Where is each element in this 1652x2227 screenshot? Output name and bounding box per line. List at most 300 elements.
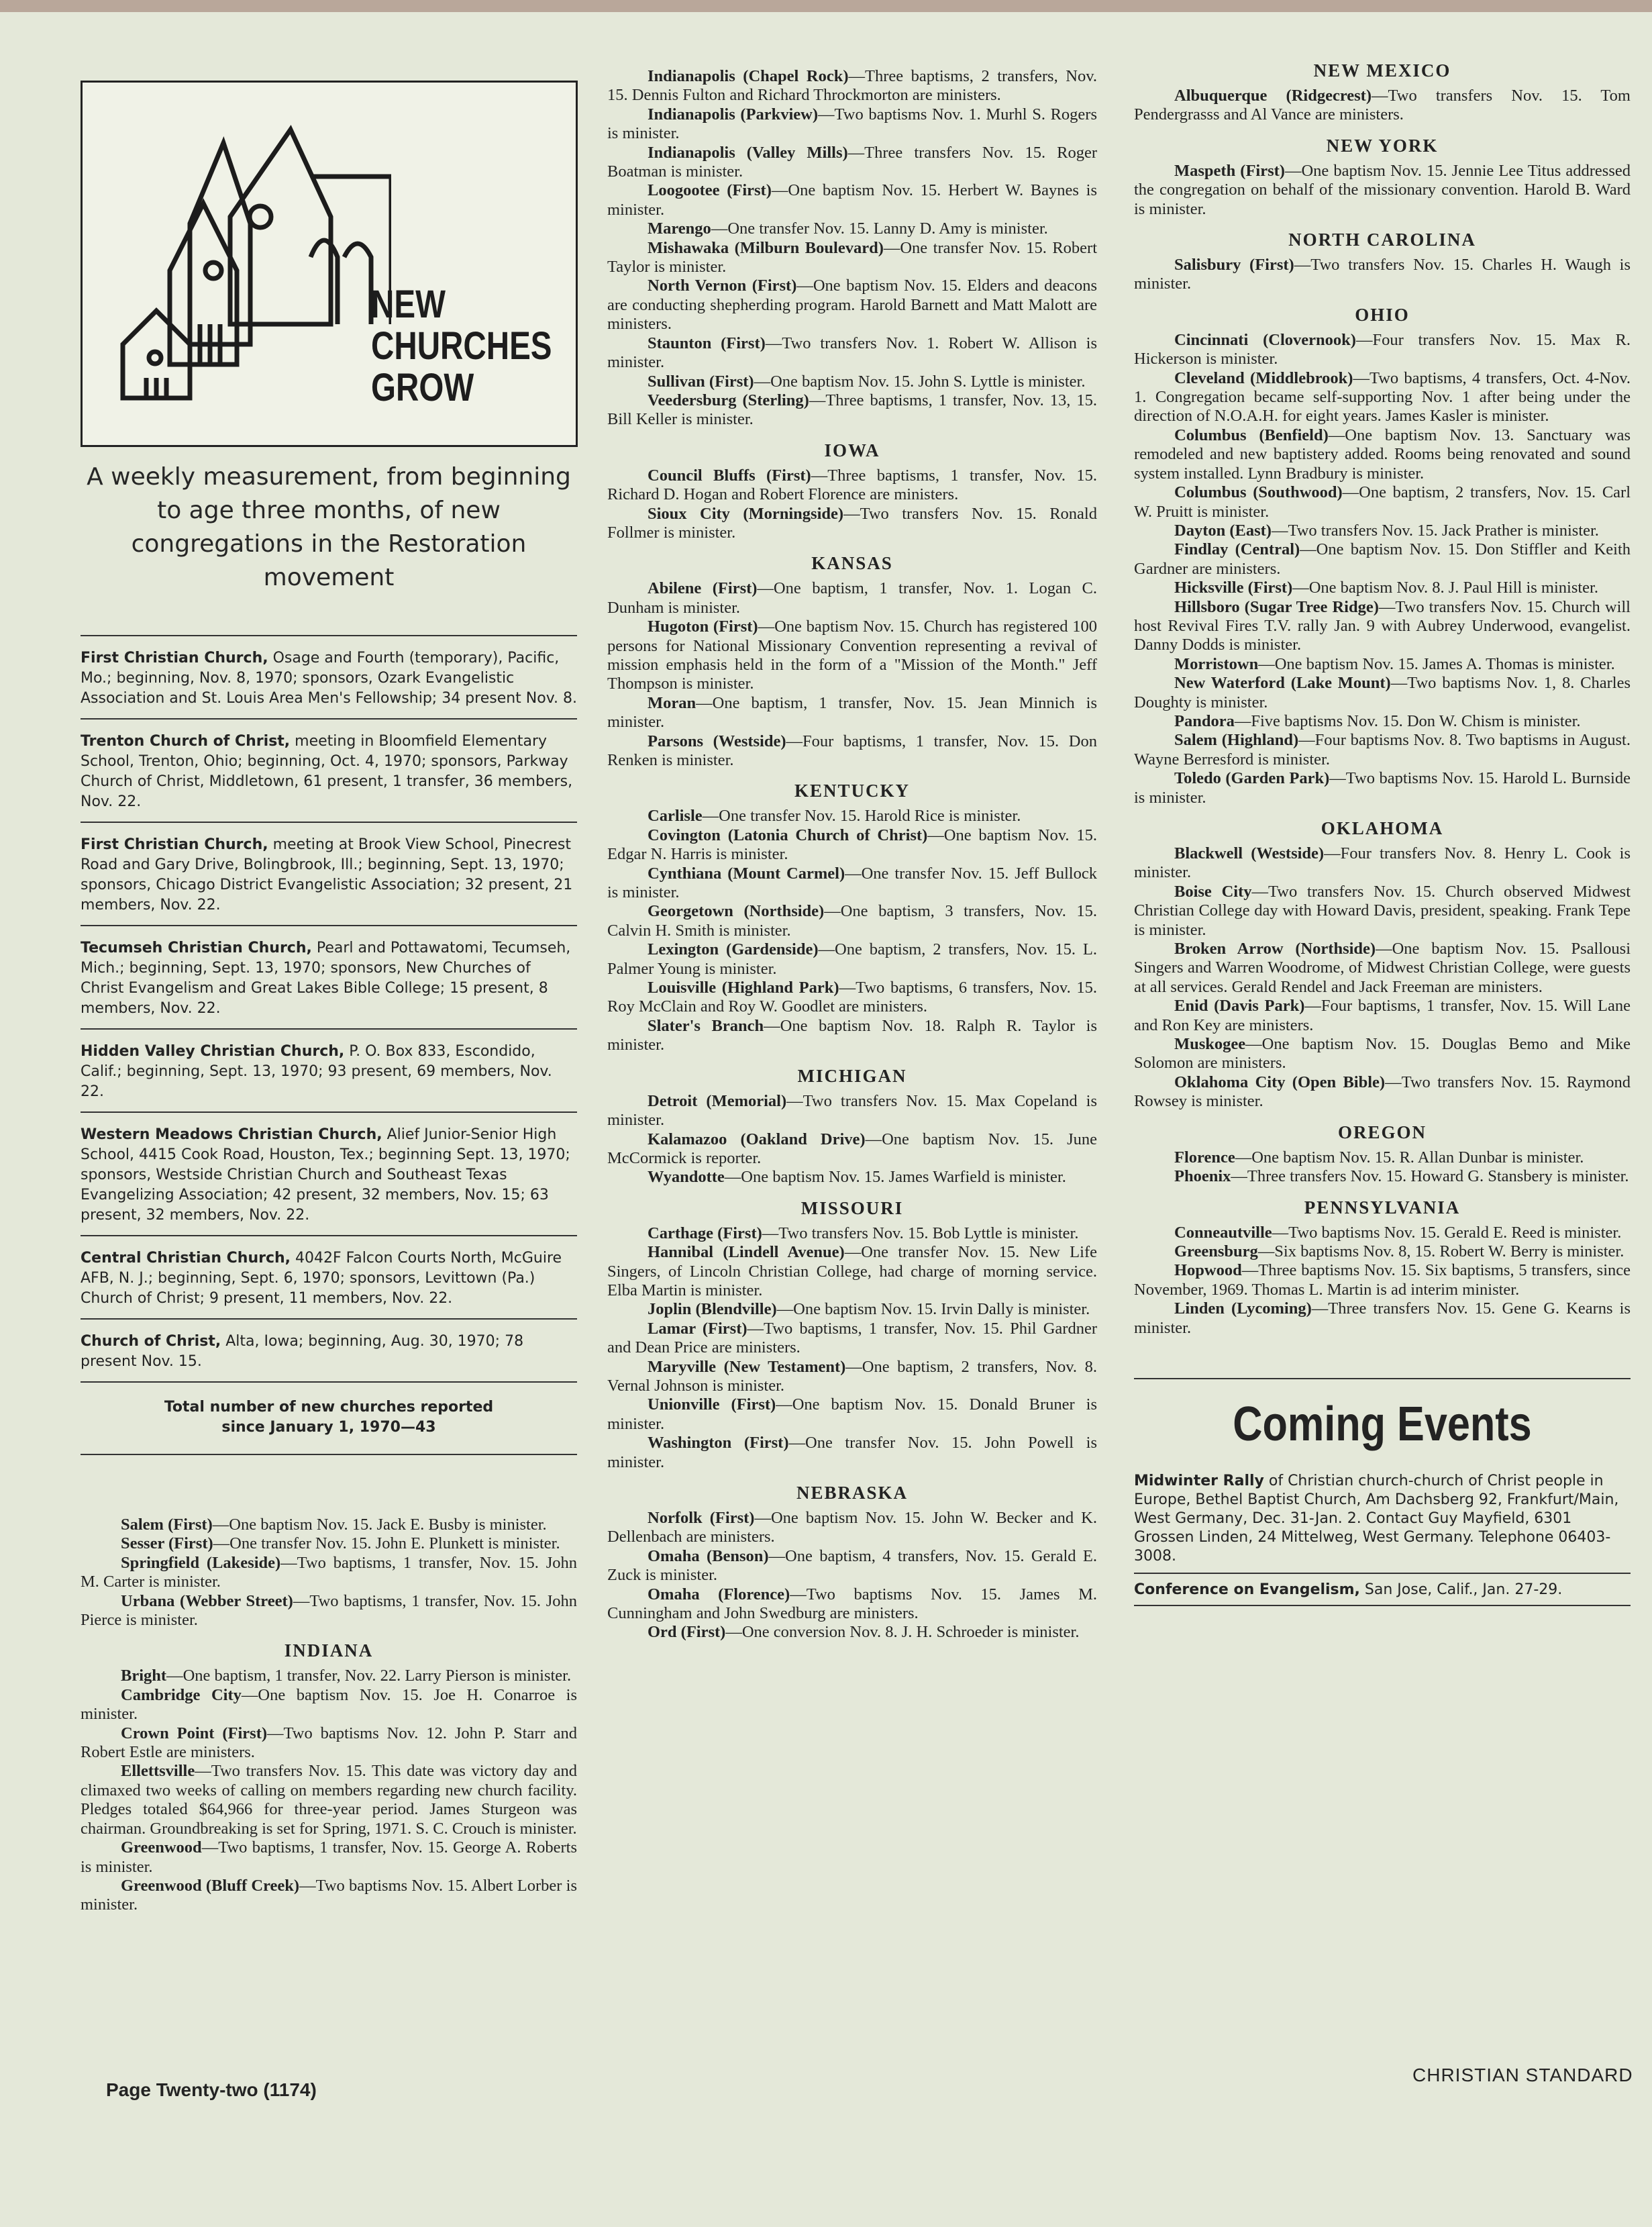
logo-line-3: GROW	[371, 366, 474, 409]
report-location: Ord (First)	[648, 1623, 726, 1642]
report-entry	[81, 1516, 577, 1534]
report-location: Sesser (First)	[121, 1534, 213, 1553]
report-text: —One baptism Nov. 15. Douglas Bemo and Mike Solomon are ministers.	[1134, 1035, 1631, 1073]
report-entry	[1134, 1299, 1631, 1338]
report-text: —Two transfers Nov. 1. Robert W. Allison is minister.	[607, 334, 1097, 372]
event-details: San Jose, Calif., Jan. 27-29.	[1359, 1581, 1563, 1598]
report-entry	[607, 1130, 1097, 1169]
report-entry	[1134, 1242, 1631, 1261]
report-text: —Two transfers Nov. 15. Church observed Midwest Christian College day with Howard Davis, president, speaking. Frank Tepe is minister.	[1134, 882, 1631, 939]
report-entry	[607, 277, 1097, 334]
report-entry	[81, 1534, 577, 1553]
report-entry	[607, 105, 1097, 144]
new-church-entry	[81, 1111, 577, 1235]
total-line-1: Total number of new churches reported	[164, 1399, 494, 1416]
report-text: —One transfer Nov. 15. Robert Taylor is minister.	[607, 238, 1097, 277]
report-text: —Three transfers Nov. 15. Howard G. Stansbery is minister.	[1231, 1167, 1629, 1186]
report-location: Bright	[121, 1667, 167, 1685]
report-entry	[607, 1395, 1097, 1434]
report-location: Covington (Latonia Church of Christ)	[648, 826, 928, 844]
page-number: Page Twenty-two (1174)	[106, 2079, 317, 2100]
report-location: Marengo	[648, 219, 711, 238]
report-list	[607, 579, 1097, 770]
report-entry	[607, 902, 1097, 940]
report-text: —One transfer Nov. 15. Harold Rice is minister.	[702, 807, 1021, 826]
report-location: Phoenix	[1174, 1167, 1231, 1186]
state-heading: NEBRASKA	[796, 1483, 909, 1503]
report-list	[607, 67, 1097, 430]
report-location: Omaha (Benson)	[648, 1546, 769, 1565]
report-location: Wyandotte	[648, 1168, 725, 1187]
report-entry	[1134, 540, 1631, 579]
report-text: —Three baptisms, 1 transfer, Nov. 13, 15. Bill Keller is minister.	[607, 391, 1097, 429]
event-name: Conference on Evangelism,	[1134, 1581, 1360, 1598]
church-name: Western Meadows Christian Church,	[81, 1126, 382, 1143]
report-location: Detroit (Memorial)	[648, 1091, 787, 1110]
church-details: meeting at Brook View School, Pinecrest Road and Gary Drive, Bolingbrook, Ill.; beginning, Sept. 13, 1970; sponsors, Chicago District Evangelistic Association; 32 present, 21 members, Nov. 22.	[81, 836, 573, 913]
report-text: —One transfer Nov. 15. New Life Singers, of Lincoln Christian College, had charge of morning service. Elba Martin is minister.	[607, 1243, 1097, 1299]
report-list	[81, 1516, 577, 1630]
report-location: Louisville (Highland Park)	[648, 979, 839, 997]
report-location: Broken Arrow (Northside)	[1174, 940, 1376, 958]
report-list	[1134, 331, 1631, 807]
event-item	[1134, 1574, 1631, 1606]
state-heading: KENTUCKY	[794, 781, 910, 801]
report-text: —Two transfers Nov. 15. Bob Lyttle is minister.	[762, 1224, 1079, 1242]
report-list	[81, 1667, 577, 1914]
report-text: —One transfer Nov. 15. Jeff Bullock is minister.	[607, 864, 1097, 902]
report-location: Enid (Davis Park)	[1174, 997, 1305, 1016]
state-heading: PENNSYLVANIA	[1304, 1197, 1461, 1218]
report-entry	[1134, 940, 1631, 997]
church-details: Osage and Fourth (temporary), Pacific, Mo.; beginning, Nov. 8, 1970; sponsors, Ozark Evangelistic Association and St. Louis Area Men's Fellowship; 34 present Nov. 8.	[81, 650, 578, 707]
report-text: —Four transfers Nov. 15. Max R. Hickerson is minister.	[1134, 330, 1631, 368]
report-location: Norfolk (First)	[648, 1509, 755, 1527]
report-entry	[1134, 162, 1631, 219]
report-entry	[607, 67, 1097, 105]
church-name: Trenton Church of Christ,	[81, 733, 291, 750]
report-list	[607, 1092, 1097, 1187]
report-text: —Two baptisms Nov. 15. Albert Lorber is minister.	[81, 1876, 577, 1914]
report-entry	[607, 334, 1097, 373]
column-1	[81, 81, 577, 1915]
report-text: —Three baptisms, 2 transfers, Nov. 15. Dennis Fulton and Richard Throckmorton are ministers.	[607, 67, 1097, 105]
event-name: Midwinter Rally	[1134, 1472, 1264, 1489]
state-heading: NEW MEXICO	[1313, 60, 1451, 81]
report-text: —Four transfers Nov. 8. Henry L. Cook is minister.	[1134, 844, 1631, 882]
report-entry	[81, 1554, 577, 1592]
report-location: Boise City	[1174, 882, 1252, 901]
report-entry	[1134, 1224, 1631, 1242]
logo-box	[81, 81, 578, 447]
report-text: —Four baptisms, 1 transfer, Nov. 15. Don Renken is minister.	[607, 732, 1097, 769]
report-entry	[1134, 655, 1631, 674]
report-entry	[607, 732, 1097, 771]
report-location: New Waterford (Lake Mount)	[1174, 674, 1391, 693]
report-text: —Two transfers Nov. 15. Jack Prather is minister.	[1271, 521, 1599, 540]
report-text: —Two transfers Nov. 15. Max Copeland is minister.	[607, 1091, 1097, 1130]
new-church-entry	[81, 1028, 577, 1111]
report-location: Conneautville	[1174, 1223, 1272, 1242]
report-entry	[1134, 997, 1631, 1035]
report-entry	[81, 1592, 577, 1630]
report-list	[607, 1224, 1097, 1472]
report-entry	[1134, 731, 1631, 769]
report-entry	[607, 1585, 1097, 1624]
report-text: —One baptism Nov. 15. Edgar N. Harris is minister.	[607, 826, 1098, 864]
report-text: —Two transfers Nov. 15. Charles H. Waugh is minister.	[1134, 256, 1631, 293]
report-entry	[607, 1623, 1097, 1642]
report-text: —One baptism, 1 transfer, Nov. 15. Jean Minnich is minister.	[607, 693, 1097, 732]
report-entry	[81, 1877, 577, 1915]
report-location: Muskogee	[1174, 1035, 1246, 1054]
report-location: Cynthiana (Mount Carmel)	[648, 864, 845, 883]
report-entry	[607, 1547, 1097, 1585]
report-location: Hicksville (First)	[1174, 579, 1293, 597]
report-text: —One transfer Nov. 15. Lanny D. Amy is minister.	[711, 219, 1048, 238]
report-text: —Three transfers Nov. 15. Gene G. Kearns is minister.	[1134, 1299, 1631, 1337]
report-location: Slater's Branch	[648, 1016, 764, 1035]
report-entry	[607, 239, 1097, 277]
logo-line-1: NEW	[371, 283, 446, 326]
report-entry	[607, 864, 1097, 903]
logo-line-2: CHURCHES	[371, 324, 552, 368]
new-church-entry	[81, 1235, 577, 1318]
report-entry	[1134, 426, 1631, 483]
state-heading: NEW YORK	[1326, 135, 1439, 156]
report-entry	[607, 1224, 1097, 1243]
report-text: —One baptism Nov. 15. Herbert W. Baynes is minister.	[607, 181, 1097, 219]
report-text: —One baptism Nov. 15. Church has registered 100 persons for National Missionary Convention representing a revival of mission emphasis held in the form of a "Mission of the Month." Jeff Thompson is minister.	[607, 617, 1097, 693]
report-list	[607, 1509, 1097, 1642]
report-text: —Six baptisms Nov. 8, 15. Robert W. Berry is minister.	[1257, 1242, 1624, 1260]
state-heading: NORTH CAROLINA	[1288, 230, 1476, 250]
report-list	[1134, 256, 1631, 294]
report-location: Sioux City (Morningside)	[648, 504, 844, 523]
report-location: Salem (First)	[121, 1516, 213, 1534]
report-entry	[607, 373, 1097, 391]
report-text: —One baptism Nov. 15. Irvin Dally is minister.	[776, 1300, 1090, 1319]
report-text: —One baptism Nov. 15. John S. Lyttle is minister.	[754, 372, 1086, 391]
report-location: Findlay (Central)	[1174, 540, 1300, 559]
report-entry	[607, 1509, 1097, 1547]
church-details: Alief Junior-Senior High School, 4415 Cook Road, Houston, Tex.; beginning Sept. 13, 1970; sponsors, Westside Christian Church and Southeast Texas Evangelizing Association; 42 present, 32 members, Nov. 15; 63 present, 32 members, Nov. 22.	[81, 1126, 570, 1224]
report-text: —Two baptisms Nov. 15. Gerald E. Reed is minister.	[1272, 1223, 1622, 1242]
report-text: —One transfer Nov. 15. John E. Plunkett is minister.	[213, 1534, 560, 1553]
report-location: Greenwood (Bluff Creek)	[121, 1876, 300, 1895]
tagline: A weekly measurement, from beginning to age three months, of new congregations in the Restoration movement	[87, 463, 571, 591]
churches-illustration	[109, 103, 391, 438]
church-name: First Christian Church,	[81, 650, 268, 666]
report-list	[607, 466, 1097, 543]
report-location: Unionville (First)	[648, 1395, 776, 1414]
report-list	[1134, 162, 1631, 219]
report-entry	[607, 1434, 1097, 1472]
report-entry	[81, 1838, 577, 1877]
report-location: Ellettsville	[121, 1762, 195, 1781]
report-text: —One baptism, 2 transfers, Nov. 8. Vernal Johnson is minister.	[607, 1357, 1097, 1395]
report-entry	[607, 1358, 1097, 1396]
report-text: —Two baptisms Nov. 1. Murhl S. Rogers is minister.	[607, 105, 1097, 143]
report-location: Cleveland (Middlebrook)	[1174, 368, 1353, 387]
report-location: Carlisle	[648, 807, 703, 826]
state-heading: MICHIGAN	[797, 1065, 907, 1086]
report-entry	[81, 1686, 577, 1724]
report-text: —Two baptisms, 1 transfer, Nov. 15. Phil Gardner and Dean Price are ministers.	[607, 1319, 1097, 1357]
report-location: Cincinnati (Clovernook)	[1174, 330, 1356, 349]
report-text: —Two transfers Nov. 15. Ronald Follmer is minister.	[607, 504, 1097, 542]
report-entry	[607, 826, 1097, 864]
report-entry	[1134, 769, 1631, 807]
report-text: —One baptism, 3 transfers, Nov. 15. Calvin H. Smith is minister.	[607, 902, 1098, 940]
report-location: Linden (Lycoming)	[1174, 1299, 1312, 1318]
report-location: Georgetown (Northside)	[648, 902, 825, 921]
total-line-2: since January 1, 1970—43	[221, 1419, 436, 1436]
report-text: —One conversion Nov. 8. J. H. Schroeder is minister.	[725, 1623, 1080, 1642]
column-2	[607, 67, 1097, 1642]
report-location: Moran	[648, 693, 696, 712]
report-text: —Two transfers Nov. 15. Church will host Revival Fires T.V. rally Jan. 9 with Aubrey Underwood, evangelist. Danny Dodds is minister.	[1134, 597, 1631, 654]
report-text: —Two transfers Nov. 15. Raymond Rowsey is minister.	[1134, 1073, 1631, 1111]
report-location: Greensburg	[1174, 1242, 1258, 1260]
report-text: —One baptism Nov. 15. James A. Thomas is minister.	[1258, 654, 1615, 673]
state-heading: OREGON	[1337, 1122, 1427, 1142]
report-text: —Two baptisms, 1 transfer, Nov. 15. John Pierce is minister.	[81, 1591, 577, 1630]
report-text: —One baptism Nov. 15. John W. Becker and K. Dellenbach are ministers.	[607, 1509, 1097, 1546]
report-entry	[607, 1092, 1097, 1130]
church-name: Church of Christ,	[81, 1333, 221, 1350]
church-details: Alta, Iowa; beginning, Aug. 30, 1970; 78 present Nov. 15.	[81, 1333, 524, 1370]
report-text: —Two baptisms Nov. 12. John P. Starr and Robert Estle are ministers.	[81, 1724, 577, 1762]
report-entry	[1134, 483, 1631, 522]
report-location: Joplin (Blendville)	[648, 1300, 777, 1319]
report-entry	[607, 940, 1097, 979]
report-list	[1134, 1148, 1631, 1187]
report-location: Council Bluffs (First)	[648, 466, 811, 485]
report-text: —One baptism Nov. 15. Don Stiffler and Keith Gardner are ministers.	[1134, 540, 1631, 578]
new-church-entry	[81, 718, 577, 822]
church-details: P. O. Box 833, Escondido, Calif.; beginning, Sept. 13, 1970; 93 present, 69 members, Nov. 22.	[81, 1043, 552, 1100]
report-list	[1134, 87, 1631, 125]
report-location: Urbana (Webber Street)	[121, 1591, 293, 1610]
report-entry	[1134, 579, 1631, 597]
report-location: Albuquerque (Ridgecrest)	[1174, 87, 1372, 105]
report-entry	[1134, 522, 1631, 540]
report-text: —One baptism Nov. 15. Jennie Lee Titus addressed the congregation on behalf of the missionary convention. Harold B. Ward is minister.	[1134, 161, 1631, 218]
report-location: Staunton (First)	[648, 334, 766, 352]
report-text: —Five baptisms Nov. 15. Don W. Chism is minister.	[1234, 711, 1581, 730]
coming-events-title: Coming Events	[1233, 1397, 1532, 1451]
page-edge	[0, 0, 1652, 12]
state-heading: OHIO	[1355, 304, 1410, 325]
report-location: Dayton (East)	[1174, 521, 1272, 540]
report-location: Hannibal (Lindell Avenue)	[648, 1243, 845, 1262]
report-text: —One baptism Nov. 18. Ralph R. Taylor is minister.	[607, 1016, 1097, 1054]
report-entry	[607, 466, 1097, 505]
report-text: —One baptism Nov. 15. Psallousi Singers and Warren Woodrome, of Midwest Christian College, were guests at all services. Gerald Rendel and Jack Freeman are ministers.	[1134, 940, 1631, 996]
report-text: —Two baptisms, 1 transfer, Nov. 15. John M. Carter is minister.	[81, 1553, 577, 1591]
report-location: Indianapolis (Parkview)	[648, 105, 819, 123]
state-heading: KANSAS	[811, 553, 893, 574]
report-text: —Two baptisms, 6 transfers, Nov. 15. Roy McClain and Roy W. Goodlet are ministers.	[607, 979, 1098, 1016]
church-name: Tecumseh Christian Church,	[81, 940, 312, 956]
report-entry	[81, 1667, 577, 1685]
report-text: —Two baptisms Nov. 1, 8. Charles Doughty is minister.	[1134, 674, 1631, 711]
report-text: —Two transfers Nov. 15. This date was victory day and climaxed two weeks of calling on members regarding new church facility. Pledges totaled $64,966 for three-year period. James Sturgeon was chairman. Groundbreaking is set for Spring, 1971. S. C. Crouch is minister.	[81, 1762, 577, 1838]
report-location: Florence	[1174, 1148, 1235, 1167]
report-location: Columbus (Southwood)	[1174, 483, 1343, 502]
publication-name: CHRISTIAN STANDARD	[1412, 2065, 1633, 2085]
report-location: Blackwell (Westside)	[1174, 844, 1325, 862]
report-text: —One baptism Nov. 15. Donald Bruner is minister.	[607, 1395, 1097, 1433]
report-list	[1134, 844, 1631, 1111]
report-text: —Four baptisms Nov. 8. Two baptisms in August. Wayne Berresford is minister.	[1134, 731, 1631, 769]
report-text: —Two baptisms, 1 transfer, Nov. 15. George A. Roberts is minister.	[81, 1838, 577, 1876]
report-entry	[1134, 1167, 1631, 1186]
report-entry	[607, 181, 1097, 219]
report-text: —One baptism Nov. 15. Joe H. Conarroe is minister.	[81, 1685, 577, 1724]
church-details: meeting in Bloomfield Elementary School, Trenton, Ohio; beginning, Oct. 4, 1970; sponsors, Parkway Church of Christ, Middletown, 61 present, 1 transfer, 36 members, Nov. 22.	[81, 733, 573, 810]
coming-events-rule	[1134, 1378, 1631, 1379]
church-name: Central Christian Church,	[81, 1250, 291, 1267]
report-entry	[607, 807, 1097, 826]
report-location: Veedersburg (Sterling)	[648, 391, 809, 409]
report-entry	[1134, 1261, 1631, 1299]
event-details: of Christian church-church of Christ people in Europe, Bethel Baptist Church, Am Dachsberg 92, Frankfurt/Main, West Germany, Dec. 31-Jan. 2. Contact Guy Mayfield, 6301 Grossen Linden, 24 Mittelweg, West Germany. Telephone 06403-3008.	[1134, 1472, 1619, 1565]
report-text: —One baptism, 2 transfers, Nov. 15. L. Palmer Young is minister.	[607, 940, 1097, 978]
report-text: —Three baptisms Nov. 15. Six baptisms, 5 transfers, since November, 1969. Thomas L. Martin is ad interim minister.	[1134, 1261, 1631, 1299]
report-location: Washington (First)	[648, 1434, 789, 1452]
report-location: Salem (Highland)	[1174, 731, 1299, 750]
report-location: Indianapolis (Valley Mills)	[648, 143, 848, 162]
column-3	[1134, 60, 1631, 1606]
report-entry	[1134, 1148, 1631, 1167]
state-heading: MISSOURI	[801, 1197, 904, 1218]
report-text: —One baptism Nov. 15. Elders and deacons are conducting shepherding program. Harold Barnett and Matt Malott are ministers.	[607, 277, 1097, 334]
report-location: Hugoton (First)	[648, 617, 758, 636]
church-details: Pearl and Pottawatomi, Tecumseh, Mich.; beginning, Sept. 13, 1970; sponsors, New Churches of Christ Evangelism and Great Lakes Bible College; 15 present, 8 members, Nov. 22.	[81, 940, 571, 1017]
report-text: —One baptism Nov. 15. James Warfield is minister.	[724, 1168, 1066, 1187]
church-name: First Christian Church,	[81, 836, 268, 853]
report-location: Indianapolis (Chapel Rock)	[648, 67, 849, 85]
report-text: —One baptism Nov. 15. R. Allan Dunbar is minister.	[1235, 1148, 1584, 1167]
report-text: —Three transfers Nov. 15. Roger Boatman is minister.	[607, 143, 1098, 181]
report-location: Columbus (Benfield)	[1174, 426, 1329, 444]
state-heading: INDIANA	[284, 1640, 374, 1661]
report-location: Lamar (First)	[648, 1319, 747, 1338]
report-entry	[607, 979, 1097, 1017]
report-entry	[1134, 712, 1631, 731]
report-location: Pandora	[1174, 711, 1235, 730]
report-location: Maryville (New Testament)	[648, 1357, 846, 1376]
report-location: Omaha (Florence)	[648, 1585, 790, 1603]
report-entry	[81, 1724, 577, 1763]
report-entry	[1134, 844, 1631, 883]
state-heading: IOWA	[824, 440, 880, 460]
report-location: Loogootee (First)	[648, 181, 772, 200]
report-entry	[1134, 598, 1631, 655]
report-entry	[1134, 1073, 1631, 1111]
report-entry	[607, 617, 1097, 694]
new-church-entry	[81, 1318, 577, 1381]
report-text: —Three baptisms, 1 transfer, Nov. 15. Richard D. Hogan and Robert Florence are ministers.	[607, 466, 1097, 504]
report-entry	[1134, 1035, 1631, 1073]
report-list	[607, 807, 1097, 1054]
report-text: —One baptism Nov. 15. Jack E. Busby is minister.	[212, 1516, 547, 1534]
report-location: Oklahoma City (Open Bible)	[1174, 1073, 1386, 1091]
report-text: —One baptism, 4 transfers, Nov. 15. Gerald E. Zuck is minister.	[607, 1546, 1097, 1585]
report-location: North Vernon (First)	[648, 277, 797, 295]
report-entry	[607, 505, 1097, 543]
report-location: Sullivan (First)	[648, 372, 754, 391]
report-location: Hillsboro (Sugar Tree Ridge)	[1174, 597, 1379, 616]
report-location: Kalamazoo (Oakland Drive)	[648, 1130, 866, 1148]
new-church-entry	[81, 822, 577, 925]
report-text: —Four baptisms, 1 transfer, Nov. 15. Will Lane and Ron Key are ministers.	[1134, 997, 1631, 1034]
report-location: Crown Point (First)	[121, 1724, 268, 1742]
report-entry	[1134, 256, 1631, 294]
report-location: Salisbury (First)	[1174, 256, 1294, 275]
report-text: —One baptism, 2 transfers, Nov. 15. Carl W. Pruitt is minister.	[1134, 483, 1631, 521]
report-text: —One transfer Nov. 15. John Powell is minister.	[607, 1434, 1098, 1471]
report-list	[1134, 1224, 1631, 1338]
new-church-entry	[81, 635, 577, 718]
reports-col1	[81, 1516, 577, 1915]
report-entry	[607, 219, 1097, 238]
report-entry	[1134, 331, 1631, 369]
report-entry	[1134, 674, 1631, 712]
report-entry	[607, 144, 1097, 182]
logo-text	[371, 284, 552, 409]
report-entry	[1134, 87, 1631, 125]
report-location: Greenwood	[121, 1838, 202, 1857]
report-location: Springfield (Lakeside)	[121, 1553, 281, 1572]
report-entry	[607, 1168, 1097, 1187]
report-entry	[607, 1320, 1097, 1358]
report-location: Cambridge City	[121, 1685, 242, 1704]
report-text: —Two transfers Nov. 15. Tom Pendergrasss and Al Vance are ministers.	[1134, 87, 1631, 124]
new-church-entry	[81, 925, 577, 1028]
report-entry	[607, 1243, 1097, 1300]
report-text: —Two baptisms Nov. 15. Harold L. Burnside is minister.	[1134, 769, 1631, 807]
report-entry	[607, 1300, 1097, 1319]
report-location: Hopwood	[1174, 1261, 1242, 1280]
report-text: —Two baptisms, 4 transfers, Oct. 4-Nov. 1. Congregation became self-supporting Nov. 1 after being under the direction of N.O.A.H. for eight years. James Kasler is minister.	[1134, 368, 1631, 426]
report-text: —One baptism Nov. 13. Sanctuary was remodeled and new baptistery added. Rooms being renovated and sound system installed. Lynn Bradbury is minister.	[1134, 426, 1631, 483]
report-location: Carthage (First)	[648, 1224, 762, 1242]
report-entry	[1134, 883, 1631, 940]
report-entry	[81, 1762, 577, 1838]
church-name: Hidden Valley Christian Church,	[81, 1043, 345, 1060]
report-location: Lexington (Gardenside)	[648, 940, 819, 959]
report-location: Parsons (Westside)	[648, 732, 786, 750]
report-location: Maspeth (First)	[1174, 161, 1285, 180]
report-text: —One baptism Nov. 15. June McCormick is reporter.	[607, 1130, 1097, 1167]
total-new-churches	[81, 1381, 577, 1455]
report-location: Toledo (Garden Park)	[1174, 769, 1330, 788]
report-entry	[607, 1017, 1097, 1055]
church-details: 4042F Falcon Courts North, McGuire AFB, N. J.; beginning, Sept. 6, 1970; sponsors, Levittown (Pa.) Church of Christ; 9 present, 11 members, Nov. 22.	[81, 1250, 562, 1307]
report-location: Mishawaka (Milburn Boulevard)	[648, 238, 884, 257]
report-entry	[607, 579, 1097, 617]
state-heading: OKLAHOMA	[1321, 818, 1444, 838]
event-item	[1134, 1472, 1631, 1574]
report-text: —Two baptisms Nov. 15. James M. Cunningham and John Swedburg are ministers.	[607, 1585, 1097, 1623]
report-entry	[607, 391, 1097, 430]
report-text: —One baptism Nov. 8. J. Paul Hill is minister.	[1292, 579, 1598, 597]
report-entry	[607, 694, 1097, 732]
report-location: Morristown	[1174, 654, 1259, 673]
